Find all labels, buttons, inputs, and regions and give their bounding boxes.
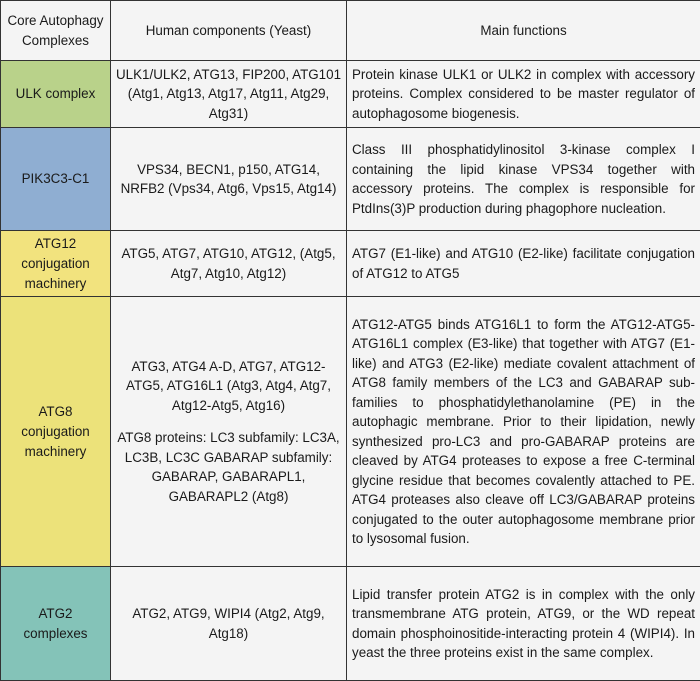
components-atg8-proteins: ATG8 proteins: LC3 subfamily: LC3A, LC3B, LC3C GABARAP subfamily: GABARAP, GABARAPL1, GABARAPL2 (Atg8): [115, 428, 342, 506]
components-cell-ulk: ULK1/ULK2, ATG13, FIP200, ATG101 (Atg1, Atg13, Atg17, Atg11, Atg29, Atg31): [111, 61, 347, 128]
table-row-ulk: [1, 61, 700, 128]
header-functions: Main functions: [347, 1, 700, 61]
table-row-atg8: [1, 297, 700, 567]
function-cell-ulk: Protein kinase ULK1 or ULK2 in complex with accessory proteins. Complex considered to be master regulator of autophagosome biogenesis.: [347, 61, 700, 128]
table-row-pik3c3: [1, 128, 700, 231]
header-row: [1, 1, 700, 61]
components-cell-pik3c3: VPS34, BECN1, p150, ATG14, NRFB2 (Vps34, Atg6, Vps15, Atg14): [111, 128, 347, 231]
components-cell-atg8: [111, 297, 347, 567]
complex-cell-atg8: ATG8 conjugation machinery: [1, 297, 111, 567]
function-cell-atg12: ATG7 (E1-like) and ATG10 (E2-like) facilitate conjugation of ATG12 to ATG5: [347, 231, 700, 297]
header-components: Human components (Yeast): [111, 1, 347, 61]
complex-cell-atg12: ATG12 conjugation machinery: [1, 231, 111, 297]
function-cell-atg8: ATG12-ATG5 binds ATG16L1 to form the ATG12-ATG5-ATG16L1 complex (E3-like) that together with ATG7 (E1-like) and ATG3 (E2-like) mediate covalent attachment of ATG8 family members of the LC3 and GABARAP sub-families to phosphatidylethanolamine (PE) in the autophagic membrane. Prior to their lipidation, newly synthesized pro-LC3 and pro-GABARAP proteins are cleaved by ATG4 proteases to expose a free C-terminal glycine residue that becomes covalently attached to PE. ATG4 proteases also cleave off LC3/GABARAP proteins conjugated to the outer autophagosome membrane prior to lysosomal fusion.: [347, 297, 700, 567]
components-cell-atg2: ATG2, ATG9, WIPI4 (Atg2, Atg9, Atg18): [111, 567, 347, 681]
components-cell-atg12: ATG5, ATG7, ATG10, ATG12, (Atg5, Atg7, Atg10, Atg12): [111, 231, 347, 297]
table-row-atg2: [1, 567, 700, 681]
complex-cell-ulk: ULK complex: [1, 61, 111, 128]
header-complexes: Core Autophagy Complexes: [1, 1, 111, 61]
function-cell-atg2: Lipid transfer protein ATG2 is in complex with the only transmembrane ATG protein, ATG9, or the WD repeat domain phosphoinositide-interacting protein 4 (WIPI4). In yeast the three proteins exist in the same complex.: [347, 567, 700, 681]
complex-cell-pik3c3: PIK3C3-C1: [1, 128, 111, 231]
function-cell-pik3c3: Class III phosphatidylinositol 3-kinase complex I containing the lipid kinase VPS34 together with accessory proteins. The complex is responsible for PtdIns(3)P production during phagophore nucleation.: [347, 128, 700, 231]
components-atg8-core: ATG3, ATG4 A-D, ATG7, ATG12-ATG5, ATG16L1 (Atg3, Atg4, Atg7, Atg12-Atg5, Atg16): [115, 357, 342, 416]
table-row-atg12: [1, 231, 700, 297]
complex-cell-atg2: ATG2 complexes: [1, 567, 111, 681]
